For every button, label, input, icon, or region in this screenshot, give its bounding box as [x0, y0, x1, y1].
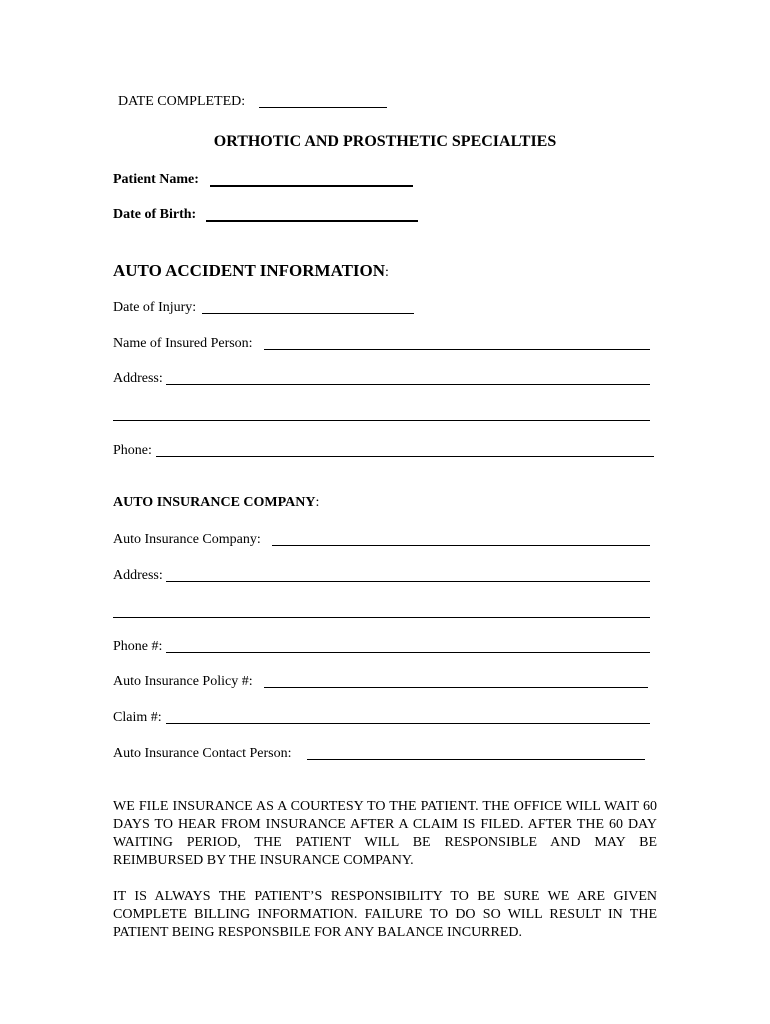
insurance-address-label: Address: [113, 568, 163, 583]
contact-person-label: Auto Insurance Contact Person: [113, 746, 292, 761]
insurance-section-heading: AUTO INSURANCE COMPANY: [113, 495, 320, 510]
claim-number-label: Claim #: [113, 710, 162, 725]
notice-paragraph-2: IT IS ALWAYS THE PATIENT’S RESPONSIBILITY TO BE SURE WE ARE GIVEN COMPLETE BILLING INFORMATION. FAILURE TO DO SO WILL RESULT IN THE PATIENT BEING RESPONSBILE FOR ANY BALANCE INCURRED. [113, 889, 657, 940]
insurance-address-line2-field[interactable] [113, 617, 650, 618]
contact-person-field[interactable] [307, 759, 645, 760]
insured-person-field[interactable] [264, 349, 650, 350]
date-completed-label: DATE COMPLETED: [118, 94, 246, 109]
date-of-injury-field[interactable] [202, 313, 414, 314]
accident-address-line2-field[interactable] [113, 420, 650, 421]
insurance-address-field[interactable] [166, 581, 650, 582]
insurance-company-label: Auto Insurance Company: [113, 532, 261, 547]
insured-person-label: Name of Insured Person: [113, 336, 253, 351]
policy-number-field[interactable] [264, 687, 648, 688]
date-of-birth-label: Date of Birth: [113, 207, 197, 222]
policy-number-label: Auto Insurance Policy #: [113, 674, 253, 689]
document-title: ORTHOTIC AND PROSTHETIC SPECIALTIES [213, 133, 557, 150]
accident-address-field[interactable] [166, 384, 650, 385]
insurance-company-field[interactable] [272, 545, 650, 546]
date-completed-field[interactable] [259, 107, 387, 108]
patient-name-field[interactable] [210, 185, 413, 187]
accident-phone-field[interactable] [156, 456, 654, 457]
date-of-injury-label: Date of Injury: [113, 300, 197, 315]
accident-phone-label: Phone: [113, 443, 152, 458]
claim-number-field[interactable] [166, 723, 650, 724]
notice-paragraph-1: WE FILE INSURANCE AS A COURTESY TO THE PATIENT. THE OFFICE WILL WAIT 60 DAYS TO HEAR FROM INSURANCE AFTER A CLAIM IS FILED. AFTER THE 60 DAY WAITING PERIOD, THE PATIENT WILL BE RESPONSIBLE AND MAY BE REIMBURSED BY THE INSURANCE COMPANY. [113, 799, 657, 868]
accident-section-heading: AUTO ACCIDENT INFORMATION: [113, 261, 389, 280]
date-of-birth-field[interactable] [206, 220, 418, 222]
insurance-phone-field[interactable] [166, 652, 650, 653]
patient-name-label: Patient Name: [113, 172, 199, 187]
insurance-phone-label: Phone #: [113, 639, 163, 654]
accident-address-label: Address: [113, 371, 163, 386]
